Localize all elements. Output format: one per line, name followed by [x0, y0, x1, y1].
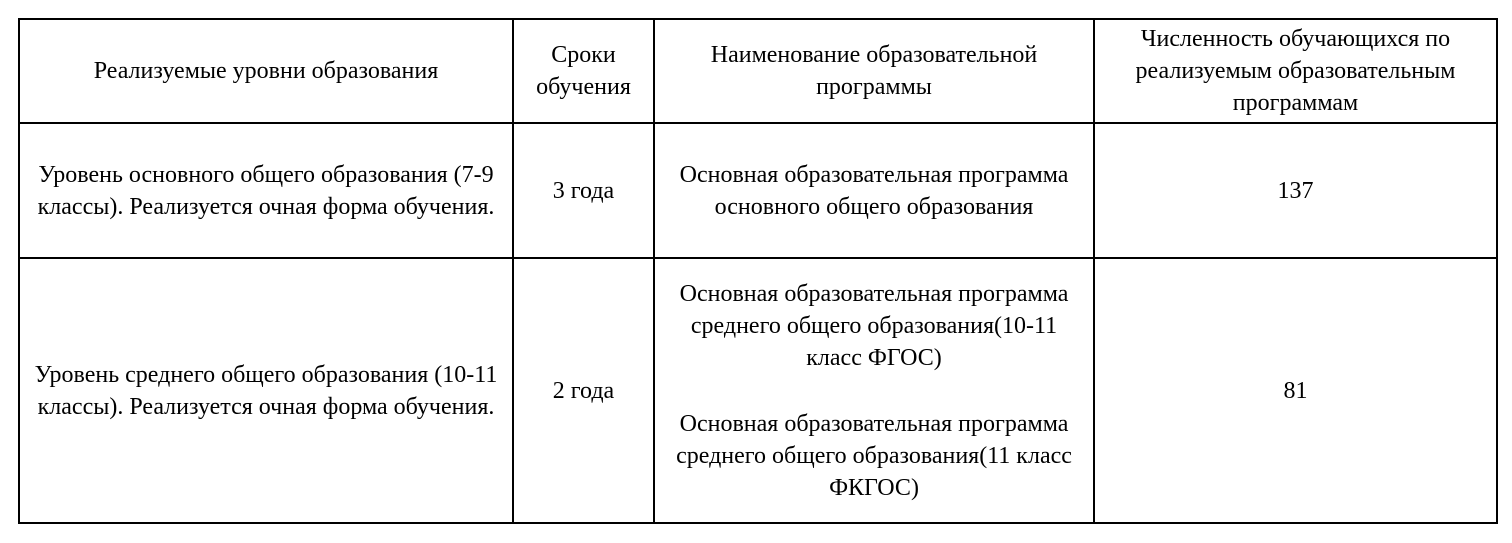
- table-row: [19, 258, 1497, 523]
- program-name: Основная образовательная программа основного общего образования: [679, 161, 1069, 220]
- cell-program-name: [654, 258, 1094, 523]
- header-education-levels: Реализуемые уровни образования: [19, 19, 513, 123]
- cell-program-name: [654, 123, 1094, 258]
- cell-education-level: Уровень среднего общего образования (10-11 классы). Реализуется очная форма обучения.: [19, 258, 513, 523]
- cell-student-count: 137: [1094, 123, 1497, 258]
- program-name: Основная образовательная программа среднего общего образования(10-11 класс ФГОС): [679, 280, 1069, 371]
- table-row: [19, 123, 1497, 258]
- cell-study-duration: 3 года: [513, 123, 654, 258]
- header-study-duration: Сроки обучения: [513, 19, 654, 123]
- education-programs-table: [18, 18, 1498, 524]
- cell-education-level: Уровень основного общего образования (7-9 классы). Реализуется очная форма обучения.: [19, 123, 513, 258]
- program-name: Основная образовательная программа среднего общего образования(11 класс ФКГОС): [676, 410, 1072, 501]
- cell-student-count: 81: [1094, 258, 1497, 523]
- header-student-count: Численность обучающихся по реализуемым образовательным программам: [1094, 19, 1497, 123]
- cell-study-duration: 2 года: [513, 258, 654, 523]
- table-header-row: [19, 19, 1497, 123]
- header-program-name: Наименование образовательной программы: [654, 19, 1094, 123]
